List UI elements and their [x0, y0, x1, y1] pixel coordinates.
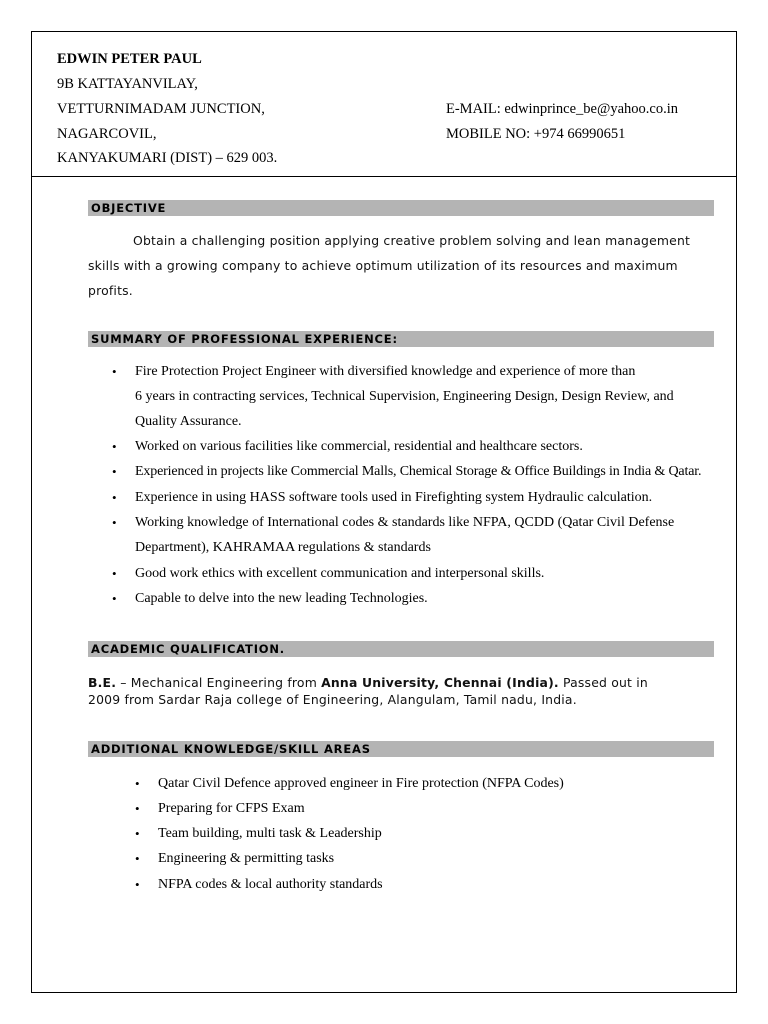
bullet-icon: • [112, 515, 117, 530]
objective-text-line: profits. [88, 283, 133, 298]
academic-heading: ACADEMIC QUALIFICATION. [91, 642, 285, 656]
header-divider [31, 176, 737, 177]
list-item [112, 515, 722, 566]
summary-heading: SUMMARY OF PROFESSIONAL EXPERIENCE: [91, 332, 398, 346]
bullet-icon: • [112, 591, 117, 606]
mobile-text: MOBILE NO: +974 66990651 [446, 126, 626, 142]
objective-heading-band [88, 200, 714, 216]
bullet-icon: • [135, 851, 140, 866]
list-item [112, 439, 722, 464]
summary-heading-band [88, 331, 714, 347]
bullet-icon: • [135, 801, 140, 816]
address-line: 9B KATTAYANVILAY, [57, 76, 198, 92]
candidate-name: EDWIN PETER PAUL [57, 51, 202, 67]
university-name: Anna University, Chennai (India). [321, 675, 559, 690]
email-text: E-MAIL: edwinprince_be@yahoo.co.in [446, 101, 678, 117]
list-item [112, 364, 722, 439]
bullet-icon: • [135, 877, 140, 892]
list-item-text: NFPA codes & local authority standards [158, 877, 383, 892]
list-item-text: Qatar Civil Defence approved engineer in Fire protection (NFPA Codes) [158, 776, 564, 791]
list-item [135, 776, 715, 801]
list-item-text: Working knowledge of International codes & standards like NFPA, QCDD (Qatar Civil Defense [135, 515, 675, 530]
list-item [112, 464, 722, 490]
address-line: KANYAKUMARI (DIST) – 629 003. [57, 150, 278, 166]
list-item [135, 877, 715, 902]
skills-list [135, 776, 715, 902]
skills-heading: ADDITIONAL KNOWLEDGE/SKILL AREAS [91, 742, 371, 756]
academic-text-line: 2009 from Sardar Raja college of Engineering, Alangulam, Tamil nadu, India. [88, 692, 577, 707]
list-item [112, 566, 722, 591]
list-item-text: Experience in using HASS software tools used in Firefighting system Hydraulic calculation. [135, 490, 653, 505]
list-item-text: Quality Assurance. [135, 414, 242, 429]
degree-detail: – Mechanical Engineering from [116, 675, 322, 690]
address-line: NAGARCOVIL, [57, 126, 157, 142]
list-item [112, 591, 722, 616]
list-item-text: Team building, multi task & Leadership [158, 826, 382, 841]
degree-status: Passed out in [558, 675, 648, 690]
list-item-text: Fire Protection Project Engineer with diversified knowledge and experience of more than [135, 364, 636, 379]
bullet-icon: • [112, 439, 117, 454]
objective-heading: OBJECTIVE [91, 201, 167, 215]
summary-list [112, 364, 722, 616]
skills-heading-band [88, 741, 714, 757]
bullet-icon: • [135, 826, 140, 841]
list-item-text: Preparing for CFPS Exam [158, 801, 305, 816]
list-item-text: Experienced in projects like Commercial Malls, Chemical Storage & Office Buildings in India & Qatar. [135, 464, 702, 479]
objective-text-line: Obtain a challenging position applying creative problem solving and lean management [133, 233, 691, 248]
list-item-text: Capable to delve into the new leading Technologies. [135, 591, 428, 606]
list-item-text: Good work ethics with excellent communication and interpersonal skills. [135, 566, 545, 581]
bullet-icon: • [135, 776, 140, 791]
list-item [135, 801, 715, 826]
academic-heading-band [88, 641, 714, 657]
list-item-text: Worked on various facilities like commercial, residential and healthcare sectors. [135, 439, 583, 454]
bullet-icon: • [112, 566, 117, 581]
list-item-text: Department), KAHRAMAA regulations & standards [135, 540, 431, 555]
list-item [112, 490, 722, 515]
list-item [135, 826, 715, 851]
objective-text-line: skills with a growing company to achieve optimum utilization of its resources and maximum [88, 258, 678, 273]
address-line: VETTURNIMADAM JUNCTION, [57, 101, 265, 117]
list-item-text: Engineering & permitting tasks [158, 851, 335, 866]
academic-text-line [88, 675, 648, 690]
degree-label: B.E. [88, 675, 117, 690]
bullet-icon: • [112, 364, 117, 379]
bullet-icon: • [112, 490, 117, 505]
bullet-icon: • [112, 464, 117, 479]
list-item-text: 6 years in contracting services, Technical Supervision, Engineering Design, Design Review, and [135, 389, 674, 404]
list-item [135, 851, 715, 877]
